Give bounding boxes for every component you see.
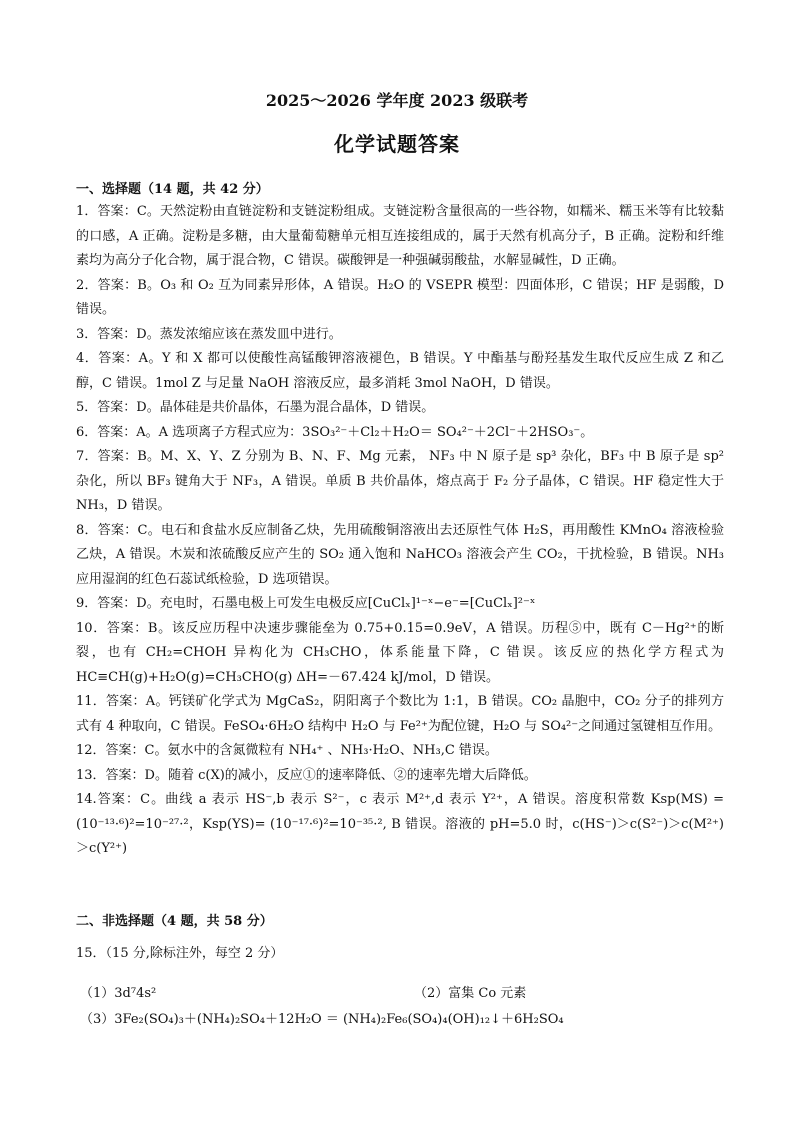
answer-item-8: 8．答案：C。电石和食盐水反应制备乙炔，先用硫酸铜溶液出去还原性气体 H₂S，再用酸性 KMnO₄ 溶液检验乙炔，A 错误。木炭和浓硫酸反应产生的 SO₂ 通入饱和 NaHCO₃ 溶液会产生 CO₂，干扰检验，B 错误。NH₃ 应用湿润的红色石蕊试纸检验，D 选项错误。 (76, 522, 724, 587)
answer-item-10: 10．答案：B。该反应历程中决速步骤能垒为 0.75+0.15=0.9eV，A 错误。历程⑤中，既有 C－Hg²⁺的断裂，也有 CH₂=CHOH 异构化为 CH₃CHO，体系能量下降，C 错误。该反应的热化学方程式为 HC≡CH(g)+H₂O(g)=CH₃CHO(g) ΔH=－67.424 kJ/mol，D 错误。 (76, 620, 724, 685)
q15-intro (76, 942, 724, 967)
section-heading-nonchoice: 二、非选择题（4 题，共 58 分） (76, 914, 273, 929)
q15-part-2: （2）富集 Co 元素 (414, 986, 527, 1001)
q15-row-1 (80, 982, 724, 1006)
q15-part-3: （3）3Fe₂(SO₄)₃＋(NH₄)₂SO₄＋12H₂O ＝ (NH₄)₂Fe₆(SO₄)₄(OH)₁₂↓＋6H₂SO₄ (80, 1012, 564, 1027)
choice-answers (76, 200, 724, 862)
answer-item-3: 3．答案：D。蒸发浓缩应该在蒸发皿中进行。 (76, 326, 342, 342)
answer-item-14: 14.答案：C。曲线 a 表示 HS⁻,b 表示 S²⁻，c 表示 M²⁺,d 表示 Y²⁺，A 错误。溶度积常数 Ksp(MS) =(10⁻¹³·⁶)²=10⁻²⁷·²，Ksp(YS)= (10⁻¹⁷·⁶)²=10⁻³⁵·², B 错误。溶液的 pH=5.0 时，c(HS⁻)＞c(S²⁻)＞c(M²⁺)＞c(Y²⁺) (76, 792, 724, 856)
q15-part-1: （1）3d⁷4s² (80, 986, 157, 1001)
answer-item-9: 9．答案：D。充电时，石墨电极上可发生电极反应[CuClₓ]¹⁻ˣ−e⁻=[CuClₓ]²⁻ˣ (76, 596, 536, 611)
answer-item-13: 13．答案：D。随着 c(X)的减小，反应①的速率降低、②的速率先增大后降低。 (76, 767, 537, 783)
answer-item-6: 6．答案：A。A 选项离子方程式应为：3SO₃²⁻＋Cl₂＋H₂O＝ SO₄²⁻＋2Cl⁻＋2HSO₃⁻。 (76, 424, 594, 440)
answer-item-5: 5．答案：D。晶体硅是共价晶体，石墨为混合晶体，D 错误。 (76, 400, 435, 415)
exam-title: 2025～2026 学年度 2023 级联考 (265, 91, 529, 110)
answer-item-7: 7．答案：B。M、X、Y、Z 分别为 B、N、F、Mg 元素， NF₃ 中 N 原子是 sp³ 杂化，BF₃ 中 B 原子是 sp² 杂化，所以 BF₃ 键角大于 NF₃，A 错误。单质 B 共价晶体，熔点高于 F₂ 分子晶体，C 错误。HF 稳定性大于 NH₃，D 错误。 (76, 449, 724, 513)
answer-item-4: 4．答案：A。Y 和 X 都可以使酸性高锰酸钾溶液褪色，B 错误。Y 中酯基与酚羟基发生取代反应生成 Z 和乙醇，C 错误。1mol Z 与足量 NaOH 溶液反应，最多消耗 3mol NaOH，D 错误。 (76, 351, 724, 391)
answer-item-1: 1．答案：C。天然淀粉由直链淀粉和支链淀粉组成。支链淀粉含量很高的一些谷物，如糯米、糯玉米等有比较黏的口感，A 正确。淀粉是多糖，由大量葡萄糖单元相互连接组成的，属于天然有机高分子，B 正确。淀粉和纤维素均为高分子化合物，属于混合物，C 错误。碳酸钾是一种强碱弱酸盐，水解显碱性，D 正确。 (76, 204, 724, 268)
answer-item-12: 12．答案：C。氨水中的含氮微粒有 NH₄⁺ 、NH₃·H₂O、NH₃,C 错误。 (76, 743, 498, 758)
section-heading-choice: 一、选择题（14 题，共 42 分） (76, 182, 269, 197)
q15-row-2 (80, 1008, 724, 1032)
q15-intro-text: 15．（15 分,除标注外，每空 2 分） (76, 946, 284, 961)
answer-item-2: 2．答案：B。O₃ 和 O₂ 互为同素异形体，A 错误。H₂O 的 VSEPR 模型：四面体形，C 错误；HF 是弱酸，D 错误。 (76, 277, 724, 317)
answer-item-11: 11．答案：A。钙镁矿化学式为 MgCaS₂，阴阳离子个数比为 1:1，B 错误。CO₂ 晶胞中，CO₂ 分子的排列方式有 4 种取向，C 错误。FeSO₄·6H₂O 结构中 H₂O 与 Fe²⁺为配位键，H₂O 与 SO₄²⁻之间通过氢键相互作用。 (76, 694, 724, 734)
document-title: 化学试题答案 (334, 132, 460, 156)
